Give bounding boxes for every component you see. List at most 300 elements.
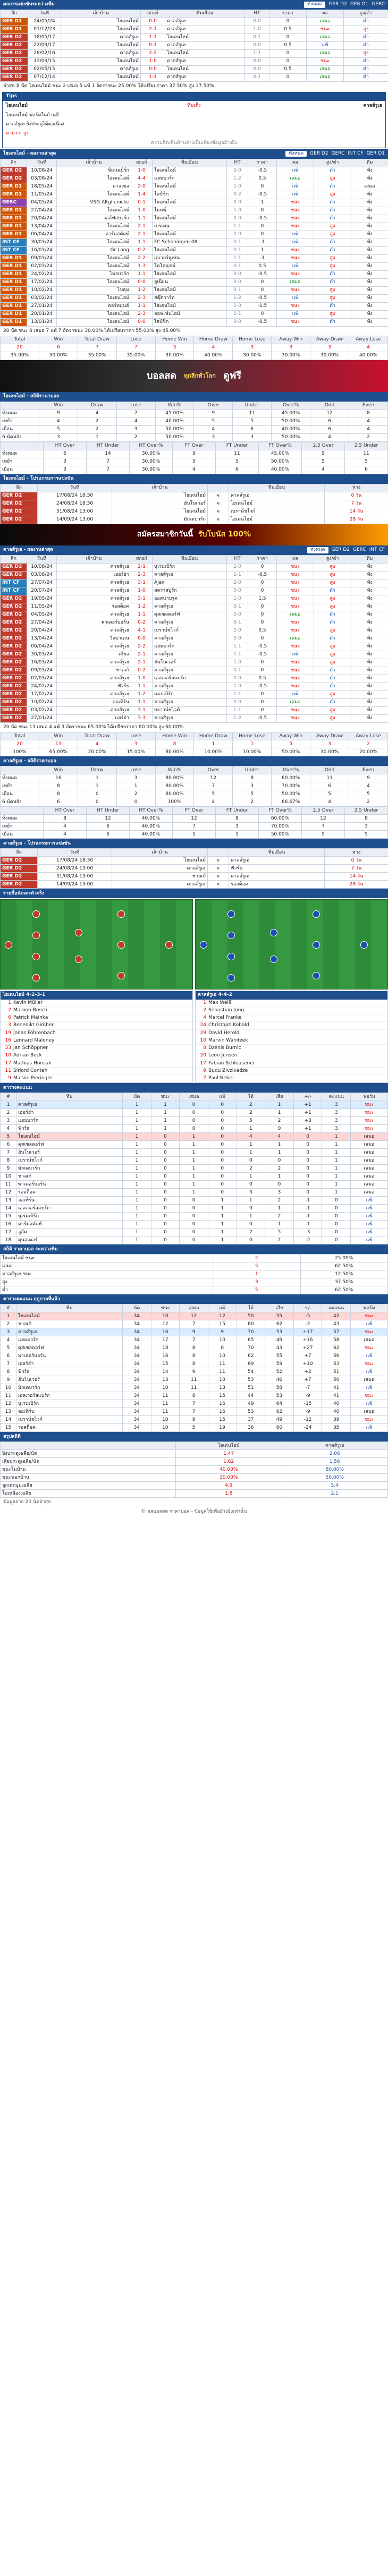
- stat-cell: 6: [44, 450, 87, 458]
- full-time-score[interactable]: 3-1: [131, 707, 153, 715]
- standings2-title: ตารางคะแนน ฤดูกาลที่แล้ว: [3, 1296, 60, 1302]
- team-name[interactable]: มักเดบวร์ก: [16, 1165, 123, 1173]
- away-team[interactable]: เบราน์ชไวก์: [153, 627, 227, 635]
- tab-0[interactable]: ทั้งหมด: [307, 547, 328, 553]
- home-team[interactable]: ไฮเดนไฮม์: [57, 278, 131, 286]
- stat-percent: 30.00%: [310, 748, 349, 756]
- home-team[interactable]: คาลส์รูเฮ: [57, 691, 131, 699]
- home-team[interactable]: เคียล: [57, 651, 131, 659]
- player-row[interactable]: [1, 1000, 192, 1007]
- player-row[interactable]: [196, 1052, 387, 1060]
- player-row[interactable]: [1, 1022, 192, 1029]
- tab-ger-d2[interactable]: GER D2: [328, 2, 347, 7]
- tab-1[interactable]: GER D2: [331, 547, 350, 553]
- home-team[interactable]: ไฮเดนไฮม์: [61, 18, 141, 26]
- player-row[interactable]: [1, 1075, 192, 1082]
- full-time-score[interactable]: 2-3: [131, 310, 153, 318]
- away-team[interactable]: ไฮเดนไฮม์: [153, 183, 227, 191]
- team-name[interactable]: พาเดอร์บอร์น: [16, 1352, 123, 1360]
- team-name[interactable]: เฮอร์ธ่า: [16, 1360, 123, 1368]
- team-side: ทั้ง: [351, 611, 388, 619]
- team-name[interactable]: เฮอร์ธ่า: [16, 1109, 123, 1117]
- full-time-score[interactable]: 0-2: [131, 619, 153, 627]
- away-team[interactable]: คาลส์รูเฮ: [165, 74, 245, 82]
- player-marker[interactable]: [117, 972, 125, 979]
- player-marker[interactable]: [270, 929, 277, 936]
- handicap-odds: -1: [248, 238, 277, 246]
- away-team[interactable]: ไลป์ซิก: [153, 318, 227, 326]
- home-team[interactable]: ไฮเดนไฮม์: [61, 74, 141, 82]
- column-header: [208, 849, 229, 857]
- home-team[interactable]: คาลส์รูเฮ: [57, 587, 131, 595]
- home-team[interactable]: ไฮเดนไฮม์: [57, 262, 131, 270]
- home-team[interactable]: ไฮเดนไฮม์: [57, 254, 131, 262]
- home-team[interactable]: แฮร์ธ่า: [57, 715, 131, 723]
- away-team[interactable]: ไฮเดนไฮม์: [229, 500, 325, 508]
- player-row[interactable]: [1, 1045, 192, 1052]
- team-name[interactable]: ลอเทิร์น: [16, 1408, 123, 1416]
- stat-cell: 4: [173, 466, 216, 474]
- stat-cell: 50.00%: [272, 790, 310, 798]
- player-row[interactable]: [196, 1007, 387, 1014]
- away-team[interactable]: Ajax: [153, 579, 227, 587]
- full-time-score[interactable]: 0-0: [131, 278, 153, 286]
- away-team[interactable]: คาลส์รูเฮ: [165, 26, 245, 34]
- away-team[interactable]: เอลเวอร์สแบร์ก: [153, 675, 227, 683]
- player-marker[interactable]: [75, 929, 82, 936]
- team-name[interactable]: รอสต็อค: [16, 1189, 123, 1197]
- home-team[interactable]: ไฮเดนไฮม์: [57, 310, 131, 318]
- full-time-score[interactable]: 0-0: [131, 635, 153, 643]
- home-team[interactable]: ชาลเก้: [57, 667, 131, 675]
- player-row[interactable]: [196, 1000, 387, 1007]
- stat-cell: เสมอ: [351, 1141, 388, 1149]
- table-row: [1, 516, 388, 524]
- home-team[interactable]: ลอเทิร์น: [57, 699, 131, 707]
- away-team[interactable]: ไฮเดนไฮม์: [165, 34, 245, 42]
- team-name[interactable]: ชาลเก้: [16, 1173, 123, 1181]
- team-name[interactable]: ไฮเดนไฮม์: [16, 1133, 123, 1141]
- over-under-result: ต่ำ: [314, 246, 351, 254]
- home-team[interactable]: ไฮเดนไฮม์: [57, 223, 131, 231]
- player-marker[interactable]: [32, 974, 40, 982]
- full-time-score[interactable]: 3-1: [131, 595, 153, 603]
- column-header: Draw: [78, 402, 116, 410]
- full-time-score[interactable]: 1-1: [131, 270, 153, 278]
- away-team[interactable]: คาลส์รูเฮ: [153, 619, 227, 627]
- stat-cell: 5: [39, 426, 78, 434]
- full-time-score[interactable]: 1-2: [131, 691, 153, 699]
- team-name[interactable]: ฟัวร์ธ: [16, 1125, 123, 1133]
- home-team[interactable]: คาลส์รูเฮ: [57, 643, 131, 651]
- away-team[interactable]: คาลส์รูเฮ: [153, 603, 227, 611]
- full-time-score[interactable]: 0-0: [131, 318, 153, 326]
- home-team[interactable]: ไฮเดนไฮม์: [61, 58, 141, 66]
- home-team[interactable]: คาลส์รูเฮ: [61, 50, 141, 58]
- full-time-score[interactable]: 2-1: [131, 659, 153, 667]
- away-team[interactable]: ไฮเดนไฮม์: [153, 286, 227, 294]
- team-name[interactable]: ลอเทิร์น: [16, 1197, 123, 1205]
- player-row[interactable]: [196, 1014, 387, 1022]
- team-name[interactable]: นูเรมเบิร์ก: [16, 1400, 123, 1408]
- player-marker[interactable]: [32, 953, 40, 960]
- away-team[interactable]: คาลส์รูเฮ: [165, 18, 245, 26]
- away-team[interactable]: คาลส์รูเฮ: [153, 572, 227, 579]
- tab-2[interactable]: GERC: [331, 151, 345, 157]
- team-name[interactable]: ชาลเก้: [16, 1320, 123, 1328]
- player-row[interactable]: [1, 1030, 192, 1037]
- full-time-score[interactable]: 0-0: [141, 18, 165, 26]
- away-team[interactable]: คาลส์รูเฮ: [153, 635, 227, 643]
- tab-2[interactable]: GERC: [353, 547, 366, 553]
- player-row[interactable]: [1, 1060, 192, 1068]
- row-label: เหย้า: [1, 418, 39, 426]
- away-team[interactable]: ไฮเดนไฮม์: [153, 231, 227, 238]
- player-marker[interactable]: [313, 972, 320, 979]
- away-team[interactable]: นูเรมเบิร์ก: [153, 564, 227, 572]
- team-name[interactable]: เอลเวอร์สแบร์ก: [16, 1392, 123, 1400]
- player-marker[interactable]: [227, 910, 235, 918]
- team-name[interactable]: ฟัวร์ธ: [16, 1368, 123, 1376]
- tab-1[interactable]: GER D2: [310, 151, 328, 157]
- full-time-score[interactable]: 1-1: [131, 238, 153, 246]
- away-team[interactable]: สตุ๊ตการ์ท: [153, 294, 227, 302]
- full-time-score[interactable]: 1-2: [131, 603, 153, 611]
- away-team[interactable]: ฮอฟเฟ่นไฮม์: [153, 310, 227, 318]
- away-team[interactable]: เลเวอร์คูเซ่น: [153, 254, 227, 262]
- full-time-score[interactable]: 2-2: [131, 254, 153, 262]
- promo-banner-1[interactable]: [0, 360, 388, 392]
- stat-cell: 0: [151, 1165, 180, 1173]
- team-name[interactable]: ไฮเดนไฮม์: [16, 1312, 123, 1320]
- home-team[interactable]: ซิเดนเบิร์ก: [57, 167, 131, 175]
- away-team[interactable]: แฮมบวร์ก: [153, 175, 227, 183]
- team-name[interactable]: ฮันโนเวอร์: [16, 1149, 123, 1157]
- away-team[interactable]: แฮมบวร์ก: [153, 643, 227, 651]
- home-team[interactable]: ไฮเดนไฮม์: [57, 191, 131, 199]
- player-marker[interactable]: [270, 956, 277, 963]
- home-team[interactable]: โบคุม: [57, 286, 131, 294]
- home-team[interactable]: ไฮเดนไฮม์: [61, 26, 141, 34]
- promo-banner-2[interactable]: [0, 524, 388, 545]
- table-row: [1, 1320, 388, 1328]
- away-team[interactable]: ฟัวร์ธ: [229, 865, 325, 873]
- stat-cell: 5: [1, 1344, 16, 1352]
- team-name[interactable]: รอสต็อค: [16, 1424, 123, 1432]
- home-team[interactable]: ไฮเดนไฮม์: [57, 294, 131, 302]
- home-team[interactable]: พาเดอร์บอร์น: [57, 619, 131, 627]
- full-time-score[interactable]: 1-1: [131, 683, 153, 691]
- team-name[interactable]: เอลเวอร์สแบร์ก: [16, 1205, 123, 1213]
- away-team[interactable]: ฮันโนเวอร์: [153, 659, 227, 667]
- full-time-score[interactable]: 2-3: [131, 294, 153, 302]
- home-team[interactable]: คาลส์รูเฮ: [112, 865, 208, 873]
- home-team[interactable]: ไฮเดนไฮม์: [57, 318, 131, 326]
- stat-cell: 1: [78, 782, 116, 790]
- full-time-score[interactable]: 2-1: [131, 564, 153, 572]
- team-side: ทั้ง: [351, 254, 388, 262]
- player-marker[interactable]: [313, 910, 320, 918]
- team-name[interactable]: ดุสเซลดอร์ฟ: [16, 1141, 123, 1149]
- home-team[interactable]: ไฮเดนไฮม์: [61, 42, 141, 50]
- away-team[interactable]: เบรเมน: [153, 223, 227, 231]
- tab-ger-d1[interactable]: GER D1: [350, 2, 369, 7]
- away-team[interactable]: ไฮเดนไฮม์: [153, 215, 227, 223]
- full-time-score[interactable]: 4-4: [131, 175, 153, 183]
- player-marker[interactable]: [227, 932, 235, 939]
- home-team[interactable]: ดาร์มสตัดท์: [57, 231, 131, 238]
- player-marker[interactable]: [75, 956, 82, 963]
- away-team[interactable]: ไฮเดนไฮม์: [165, 50, 245, 58]
- home-team[interactable]: ไฮเดนไฮม์: [57, 238, 131, 246]
- away-team[interactable]: คาลส์รูเฮ: [229, 873, 325, 881]
- away-team[interactable]: ไลป์ซิก: [153, 191, 227, 199]
- away-team[interactable]: ไฮเดนไฮม์: [153, 246, 227, 254]
- full-time-score[interactable]: 2-2: [141, 50, 165, 58]
- home-team[interactable]: วีสบาเดน: [57, 635, 131, 643]
- stat-cell: 1: [237, 1149, 265, 1157]
- full-time-score[interactable]: 1-1: [131, 611, 153, 619]
- full-time-score[interactable]: 1-0: [131, 207, 153, 215]
- team-name[interactable]: คาลส์รูเฮ: [16, 1101, 123, 1109]
- home-team[interactable]: ไฟรบวร์ก: [57, 270, 131, 278]
- full-time-score[interactable]: 4-1: [131, 627, 153, 635]
- full-time-score[interactable]: 2-1: [131, 651, 153, 659]
- player-row[interactable]: [196, 1075, 387, 1082]
- row-label: ลูกเตะมุมเฉลี่ย: [1, 1482, 176, 1490]
- full-time-score[interactable]: 1-1: [141, 34, 165, 42]
- row-label: เยือน: [1, 790, 39, 798]
- tab-3[interactable]: INT CF: [348, 151, 364, 157]
- player-marker[interactable]: [313, 941, 320, 949]
- player-marker[interactable]: [117, 941, 125, 949]
- away-team[interactable]: ไฮเดนไฮม์: [153, 199, 227, 207]
- full-time-score[interactable]: 1-0: [131, 675, 153, 683]
- home-team[interactable]: คาลส์รูเฮ: [57, 659, 131, 667]
- home-team[interactable]: คาลส์รูเฮ: [112, 881, 208, 889]
- stat-cell: 6: [1, 1141, 16, 1149]
- player-marker[interactable]: [117, 910, 125, 918]
- over-under-result: ต่ำ: [344, 58, 388, 66]
- stat-cell: 4: [194, 798, 233, 806]
- away-value: 2.06: [282, 1450, 388, 1458]
- home-team[interactable]: ชาลเก้: [112, 873, 208, 881]
- home-team[interactable]: ไฮเดนไฮม์: [112, 857, 208, 865]
- team-name[interactable]: ดาร์มสตัดท์: [16, 1221, 123, 1229]
- team-name[interactable]: อูล์ม: [16, 1229, 123, 1236]
- away-team[interactable]: คาลส์รูเฮ: [153, 715, 227, 723]
- away-team[interactable]: รอสต็อค: [229, 881, 325, 889]
- away-team[interactable]: คาลส์รูเฮ: [229, 857, 325, 865]
- player-row[interactable]: [1, 1068, 192, 1075]
- away-team[interactable]: คาลส์รูเฮ: [153, 683, 227, 691]
- table-row: [1, 294, 388, 302]
- team-name[interactable]: แฮมบวร์ก: [16, 1117, 123, 1125]
- full-time-score[interactable]: 1-1: [131, 699, 153, 707]
- tab-4[interactable]: GER D1: [366, 151, 385, 157]
- home-team[interactable]: คาลส์รูเฮ: [57, 707, 131, 715]
- full-time-score[interactable]: 1-1: [131, 215, 153, 223]
- away-team[interactable]: ไฮเดนไฮม์: [153, 167, 227, 175]
- player-marker[interactable]: [165, 941, 173, 949]
- tab-3[interactable]: INT CF: [369, 547, 385, 553]
- away-team[interactable]: ออสนาบรูค: [153, 595, 227, 603]
- player-marker[interactable]: [360, 941, 368, 949]
- away-team[interactable]: คาลส์รูเฮ: [165, 42, 245, 50]
- player-row[interactable]: [1, 1007, 192, 1014]
- away-team[interactable]: สตราสบูร์ก: [153, 587, 227, 595]
- home-team[interactable]: คาลส์รูเฮ: [57, 595, 131, 603]
- home-team[interactable]: คาลส์รูเฮ: [57, 564, 131, 572]
- player-marker[interactable]: [5, 941, 12, 949]
- team-name[interactable]: เบราน์ชไวก์: [16, 1157, 123, 1165]
- player-marker[interactable]: [200, 941, 207, 949]
- home-team[interactable]: คาลส์รูเฮ: [61, 34, 141, 42]
- away-team[interactable]: ไฮเดนไฮม์: [229, 516, 325, 524]
- tab-0[interactable]: ทั้งหมด: [285, 151, 307, 157]
- team-name[interactable]: คาลส์รูเฮ: [16, 1328, 123, 1336]
- away-team[interactable]: คาลส์รูเฮ: [229, 492, 325, 500]
- away-team[interactable]: ไฮเดนไฮม์: [153, 302, 227, 310]
- player-marker[interactable]: [32, 932, 40, 939]
- player-row[interactable]: [196, 1068, 387, 1075]
- home-team[interactable]: คาลส์รูเฮ: [57, 675, 131, 683]
- h2h-odds-section: [0, 1244, 388, 1294]
- player-row[interactable]: [1, 1014, 192, 1022]
- full-time-score[interactable]: 3-3: [131, 715, 153, 723]
- player-marker[interactable]: [227, 953, 235, 960]
- full-time-score[interactable]: 2-0: [131, 183, 153, 191]
- column-header: Win: [39, 402, 78, 410]
- full-time-score[interactable]: 0-0: [141, 66, 165, 74]
- team-name[interactable]: มักเดบวร์ก: [16, 1384, 123, 1392]
- away-team[interactable]: เมเกเบิร์ก: [153, 691, 227, 699]
- away-team[interactable]: คาลส์รูเฮ: [165, 58, 245, 66]
- home-team[interactable]: เฮอร์ธ่า: [57, 572, 131, 579]
- home-team[interactable]: ไฮเดนไฮม์: [112, 508, 208, 516]
- player-row[interactable]: [196, 1022, 387, 1029]
- full-time-score[interactable]: 0-2: [131, 246, 153, 254]
- full-time-score[interactable]: 1-0: [141, 58, 165, 66]
- away-team[interactable]: คาลส์รูเฮ: [153, 651, 227, 659]
- home-team[interactable]: คาลส์รูเฮ: [57, 579, 131, 587]
- away-team[interactable]: เบราน์ชไวก์: [229, 508, 325, 516]
- player-row[interactable]: [196, 1045, 387, 1052]
- player-row[interactable]: [1, 1052, 192, 1060]
- full-time-score[interactable]: 2-2: [131, 643, 153, 651]
- stat-cell: 10: [151, 1424, 180, 1432]
- handicap-result: ชนะ: [277, 564, 314, 572]
- full-time-score[interactable]: 1-0: [131, 587, 153, 595]
- home-team[interactable]: คาลส์รูเฮ: [57, 611, 131, 619]
- team-name[interactable]: นูเรมเบิร์ก: [16, 1213, 123, 1221]
- team-name[interactable]: แฮมบวร์ก: [16, 1336, 123, 1344]
- home-team[interactable]: ฮันโนเวอร์: [112, 500, 208, 508]
- away-team[interactable]: คาลส์รูเฮ: [153, 699, 227, 707]
- full-time-score[interactable]: 3-1: [131, 579, 153, 587]
- full-time-score[interactable]: 2-1: [141, 26, 165, 34]
- player-marker[interactable]: [32, 910, 40, 918]
- full-time-score[interactable]: 0-1: [131, 199, 153, 207]
- handicap-result: ชนะ: [277, 603, 314, 611]
- full-time-score[interactable]: 2-1: [131, 223, 153, 231]
- stat-percent: 100%: [1, 748, 39, 756]
- home-team[interactable]: คาสเซล: [57, 183, 131, 191]
- team-side: ทั้ง: [351, 246, 388, 254]
- stat-cell: แพ้: [351, 1197, 388, 1205]
- full-time-score[interactable]: 1-0: [131, 167, 153, 175]
- away-team[interactable]: บราวน์ชไวค์: [153, 707, 227, 715]
- player-number: 8: [203, 1045, 206, 1051]
- home-team[interactable]: ไฮเดนไฮม์: [57, 175, 131, 183]
- tab-all[interactable]: ทั้งหมด: [304, 2, 325, 7]
- table-row: [1, 1213, 388, 1221]
- player-row[interactable]: [1, 1037, 192, 1045]
- home-team[interactable]: VSG Altglienicke: [57, 199, 131, 207]
- full-time-score[interactable]: 0-2: [131, 667, 153, 675]
- home-team[interactable]: คาลส์รูเฮ: [57, 627, 131, 635]
- home-team[interactable]: ฟัวร์ธ: [57, 683, 131, 691]
- team-name[interactable]: เบราน์ชไวก์: [16, 1416, 123, 1424]
- team-name[interactable]: ดุสเซลดอร์ฟ: [16, 1344, 123, 1352]
- full-time-score[interactable]: 1-1: [131, 302, 153, 310]
- home-team[interactable]: มักเดบวร์ก: [112, 516, 208, 524]
- full-time-score[interactable]: 2-1: [131, 231, 153, 238]
- away-team[interactable]: ไมนซ์: [153, 207, 227, 215]
- home-team[interactable]: ดอร์ทมุนด์: [57, 302, 131, 310]
- tab-gerc[interactable]: GERC: [372, 2, 385, 7]
- home-team[interactable]: ไฮเดนไฮม์: [57, 207, 131, 215]
- row-label: ทั้งหมด: [1, 410, 39, 418]
- stat-count: 3: [272, 344, 310, 352]
- away-team[interactable]: ยูเนี่ยน: [153, 278, 227, 286]
- home-team[interactable]: รอสต็อค: [57, 603, 131, 611]
- table-row: [1, 231, 388, 238]
- half-time-score: 0-0: [227, 635, 248, 643]
- player-row[interactable]: [196, 1060, 387, 1068]
- player-row[interactable]: [196, 1030, 387, 1037]
- away-team[interactable]: ไฮเดนไฮม์: [165, 66, 245, 74]
- full-time-score[interactable]: 1-2: [131, 286, 153, 294]
- home-team[interactable]: ไฮเดนไฮม์: [112, 492, 208, 500]
- full-time-score[interactable]: 1-4: [131, 191, 153, 199]
- home-team[interactable]: วอล์ฟสบวร์ก: [57, 215, 131, 223]
- player-name: Mathias Honsak: [13, 1060, 52, 1066]
- player-row[interactable]: [196, 1037, 387, 1045]
- away-team[interactable]: FC Schoningen 08: [153, 238, 227, 246]
- full-time-score[interactable]: 0-1: [141, 42, 165, 50]
- team-name[interactable]: มุนสเตอร์: [16, 1236, 123, 1244]
- away-team[interactable]: ดุสเซลดอร์ฟ: [153, 611, 227, 619]
- half-time-score: 0-0: [227, 611, 248, 619]
- team-name[interactable]: ฮันโนเวอร์: [16, 1376, 123, 1384]
- full-time-score[interactable]: 1-1: [141, 74, 165, 82]
- away-pitch: [195, 899, 388, 990]
- copyright: © ผลบอลสด ราคาบอล - ข้อมูลใช้เพื่ออ้างอิงเท่านั้น: [141, 1508, 247, 1514]
- full-time-score[interactable]: 2-3: [131, 572, 153, 579]
- over-under-result: ต่ำ: [344, 74, 388, 82]
- player-name: Adrian Beck: [13, 1053, 42, 1059]
- full-time-score[interactable]: 1-3: [131, 262, 153, 270]
- player-marker[interactable]: [227, 974, 235, 982]
- away-team[interactable]: คาลส์รูเฮ: [153, 667, 227, 675]
- team-name[interactable]: พาเดอร์บอร์น: [16, 1181, 123, 1189]
- away-team[interactable]: ไฮเดนไฮม์: [153, 270, 227, 278]
- table-row: [1, 635, 388, 643]
- away-team[interactable]: โคโลญจน์: [153, 262, 227, 270]
- home-team[interactable]: คาลส์รูเฮ: [61, 66, 141, 74]
- home-team[interactable]: Gr Lang: [57, 246, 131, 254]
